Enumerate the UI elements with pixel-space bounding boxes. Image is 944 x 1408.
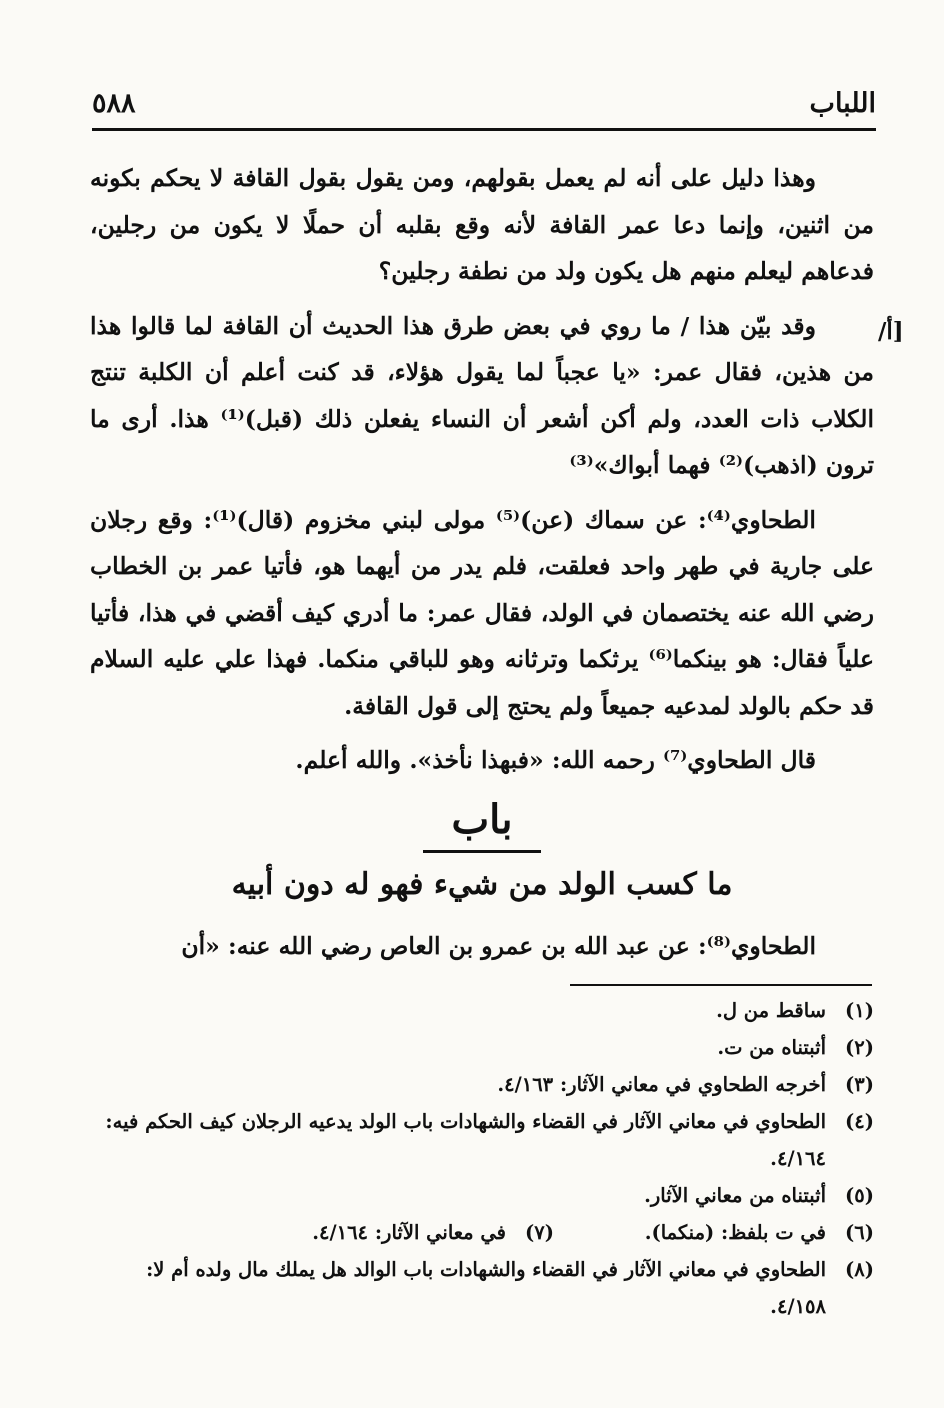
- footnote-continuation: ٤/١٦٤.: [770, 1147, 826, 1170]
- footnote-pair: [90, 1214, 874, 1251]
- chapter-divider: [423, 850, 541, 853]
- paragraph: الطحاوي⁽⁴⁾: عن سماك (عن)⁽⁵⁾ مولى لبني مخزوم (قال)⁽¹⁾: وقع رجلان على جارية في طهر واحد فعلقت، فلم يدر من أيهما هو، فأتيا عمر بن الخطاب رضي الله عنه يختصمان في الولد، فقال عمر: ما أدري كيف أقضي في هذا، فأتيا علياً فقال: هو بينكما⁽⁶⁾ يرثكما وترثانه وهو للباقي منكما. فهذا علي عليه السلام قد حكم بالولد لمدعيه جميعاً ولم يحتج إلى قول القافة.: [90, 505, 874, 720]
- footnote: [90, 1066, 874, 1103]
- footnote-number: (٢): [845, 1036, 874, 1059]
- margin-folio-note: /أ]: [878, 318, 904, 345]
- paragraph: قال الطحاوي⁽⁷⁾ رحمه الله: «فبهذا نأخذ». والله أعلم.: [295, 746, 816, 774]
- footnote: [90, 992, 874, 1029]
- footnote-text: الطحاوي في معاني الآثار في القضاء والشهادات باب الوالد هل يملك مال ولده أم لا:: [146, 1258, 826, 1281]
- footnote-text: أثبتناه من معاني الآثار.: [644, 1184, 826, 1207]
- footnote-continuation: ٤/١٥٨.: [770, 1295, 826, 1318]
- page-number: ٥٨٨: [92, 88, 136, 119]
- chapter-title: ما كسب الولد من شيء فهو له دون أبيه: [231, 866, 733, 902]
- paragraph: وقد بيّن هذا / ما روي في بعض طرق هذا الحديث أن القافة لما قالوا هذا من هذين، فقال عمر: «يا عجباً لما يقول هؤلاء، قد كنت أعلم أن الكلبة تنتج الكلاب ذات العدد، ولم أكن أشعر أن النساء يفعلن ذلك (قبل)⁽¹⁾ هذا. أرى ما ترون (اذهب)⁽²⁾ فهما أبواك»⁽³⁾: [90, 311, 874, 479]
- footnote-text: في معاني الآثار: ٤/١٦٤.: [312, 1221, 506, 1244]
- footnotes: [90, 992, 874, 1325]
- footnote-divider: [570, 984, 872, 986]
- paragraph: وهذا دليل على أنه لم يعمل بقولهم، ومن يقول بقول القافة لا يحكم بكونه من اثنين، وإنما دعا عمر القافة لأنه وقع بقلبه أن حملًا لا يكون من رجلين، فدعاهم ليعلم منهم هل يكون ولد من نطفة رجلين؟: [90, 164, 874, 285]
- footnote: [594, 1214, 874, 1251]
- footnote: [90, 1029, 874, 1066]
- footnote-number: (٦): [845, 1221, 874, 1244]
- page-header: [92, 84, 876, 131]
- footnote-number: (١): [845, 999, 874, 1022]
- footnote-text: أثبتناه من ت.: [717, 1036, 826, 1059]
- chapter-label: باب: [451, 795, 513, 843]
- footnote-text: ساقط من ل.: [716, 999, 826, 1022]
- paragraph: الطحاوي⁽⁸⁾: عن عبد الله بن عمرو بن العاص رضي الله عنه: «أن: [181, 931, 816, 960]
- footnote: [274, 1214, 554, 1251]
- footnote-text: الطحاوي في معاني الآثار في القضاء والشهادات باب الولد يدعيه الرجلان كيف الحكم فيه:: [105, 1110, 826, 1133]
- footnote-number: (٧): [525, 1221, 554, 1244]
- footnote-text: أخرجه الطحاوي في معاني الآثار: ٤/١٦٣.: [497, 1073, 826, 1096]
- footnote: [90, 1103, 874, 1140]
- footnote-text: في ت بلفظ: (منكما).: [644, 1221, 826, 1244]
- footnote: [90, 1177, 874, 1214]
- footnote: [90, 1251, 874, 1288]
- running-title: اللباب: [809, 88, 876, 119]
- footnote-number: (٣): [845, 1073, 874, 1096]
- footnote-number: (٥): [845, 1184, 874, 1207]
- footnote-number: (٤): [845, 1110, 874, 1133]
- footnote-number: (٨): [845, 1258, 874, 1281]
- main-text: [90, 155, 874, 977]
